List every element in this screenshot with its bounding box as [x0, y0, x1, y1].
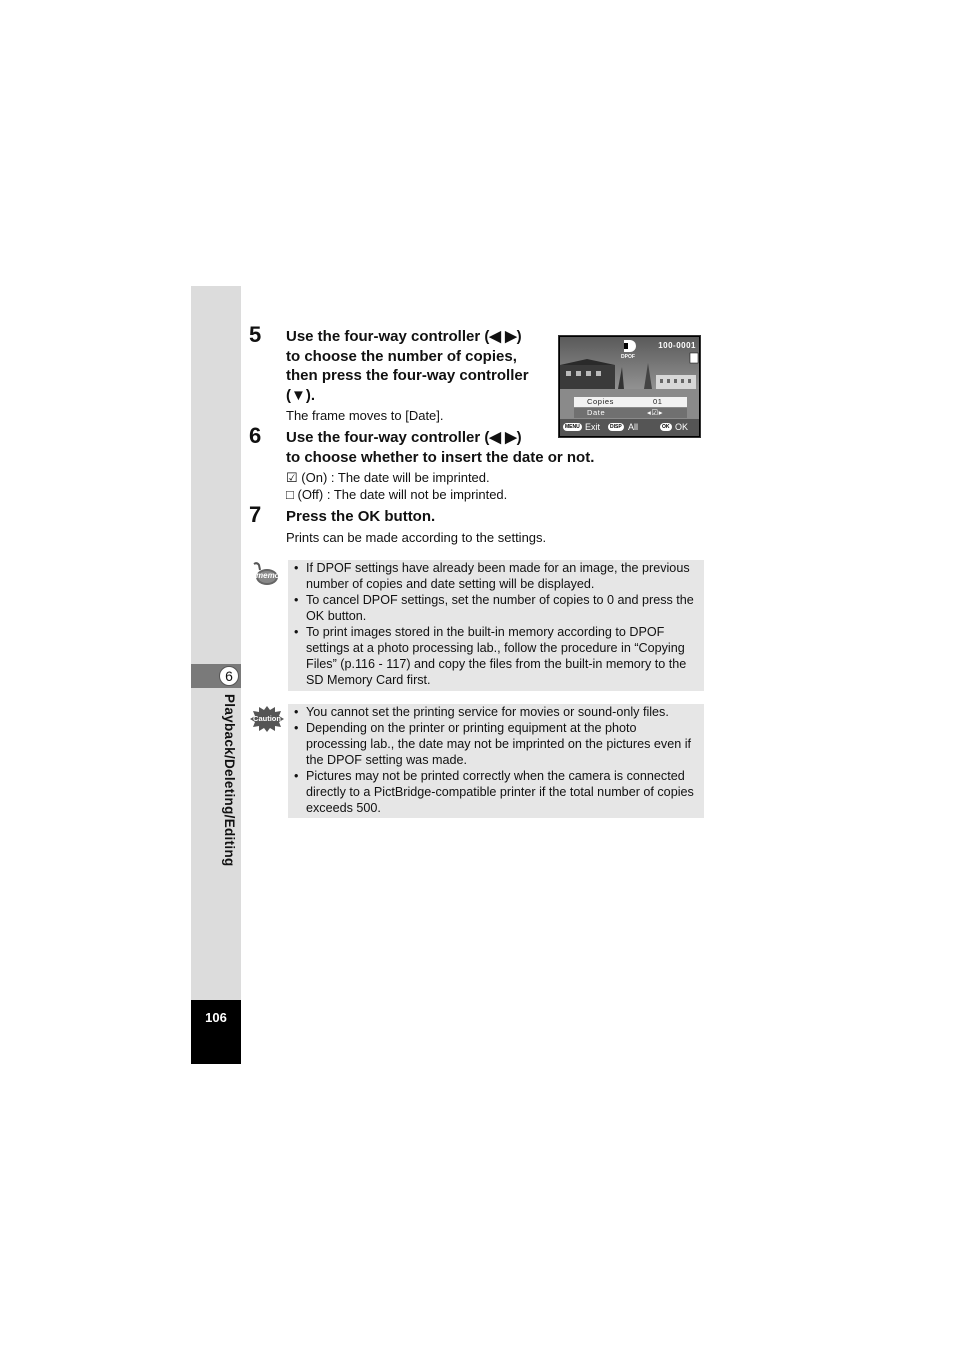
caution-box	[288, 704, 704, 818]
step-7-heading: Press the OK button.	[286, 508, 436, 525]
step-5-heading	[286, 327, 556, 405]
step-number-7: 7	[249, 502, 262, 527]
option-off-text: (Off) : The date will not be imprinted.	[297, 487, 508, 502]
copies-row[interactable]	[574, 397, 687, 407]
memo-icon	[251, 562, 279, 588]
memo-icon-label: memo	[256, 571, 280, 580]
file-number: 100-0001	[658, 341, 696, 350]
menu-button-icon: MENU	[565, 424, 580, 430]
step-7-body: Prints can be made according to the settings.	[286, 530, 547, 545]
disp-button-icon: DISP	[610, 424, 622, 430]
all-label: All	[628, 422, 639, 432]
step-5-heading-line: Use the four-way controller (◀ ▶)	[286, 328, 522, 345]
checked-box-icon: ☑	[286, 470, 298, 485]
printer-icon	[620, 340, 636, 352]
caution-item: • Depending on the printer or printing equipment at the photo processing lab., the date may not be imprinted on the pictures even if the DPOF setting was made.	[288, 720, 698, 768]
ok-button-icon: OK	[662, 424, 670, 430]
memo-item: • To print images stored in the built-in memory according to DPOF settings at a photo processing lab., follow the procedure in “Copying Files” (p.116 - 117) and copy the files from the built-in memory to the SD Memory Card first.	[288, 624, 698, 688]
step-number-5: 5	[249, 322, 262, 347]
caution-item: • Pictures may not be printed correctly when the camera is connected directly to a PictBridge-compatible printer if the total number of copies exceeds 500.	[288, 768, 698, 816]
step-6-option-on	[286, 469, 490, 486]
camera-lcd-screen	[558, 335, 701, 438]
copies-label: Copies	[587, 397, 614, 406]
dpof-label: DPOF	[621, 354, 635, 360]
memo-box	[288, 560, 704, 691]
step-6-option-off	[286, 486, 507, 503]
page-number: 106	[205, 1010, 227, 1025]
empty-box-icon: □	[286, 487, 294, 502]
caution-icon	[250, 706, 284, 732]
step-6-heading-line: Use the four-way controller (◀ ▶)	[286, 429, 522, 446]
chapter-title: Playback/Deleting/Editing	[222, 694, 237, 867]
caution-icon-label: Caution	[253, 714, 281, 723]
ok-label: OK	[675, 422, 689, 432]
option-on-text: (On) : The date will be imprinted.	[301, 470, 490, 485]
step-5-heading-line: to choose the number of copies,	[286, 347, 517, 365]
date-label: Date	[587, 408, 606, 417]
date-row[interactable]	[574, 408, 687, 418]
dpof-icon	[620, 340, 636, 360]
step-6-heading	[286, 428, 686, 467]
date-checkbox-selector: ◂☑▸	[647, 408, 664, 417]
memo-item: • If DPOF settings have already been made for an image, the previous number of copies and date setting will be displayed.	[288, 560, 698, 592]
chapter-side-tab	[191, 286, 241, 1006]
copies-value: 01	[653, 397, 663, 406]
dpof-settings-panel	[574, 397, 687, 418]
exit-label: Exit	[585, 422, 601, 432]
chapter-number: 6	[219, 666, 239, 686]
step-5-heading-line: then press the four-way controller	[286, 367, 529, 384]
step-number-6: 6	[249, 423, 262, 448]
memo-list	[288, 560, 704, 688]
step-5-heading-line: (▼).	[286, 386, 316, 404]
caution-item: • You cannot set the printing service for movies or sound-only files.	[288, 704, 698, 720]
caution-list	[288, 704, 704, 816]
step-6-heading-line: to choose whether to insert the date or not.	[286, 448, 595, 466]
memo-item: • To cancel DPOF settings, set the number of copies to 0 and press the OK button.	[288, 592, 698, 624]
step-5-body: The frame moves to [Date].	[286, 408, 444, 423]
